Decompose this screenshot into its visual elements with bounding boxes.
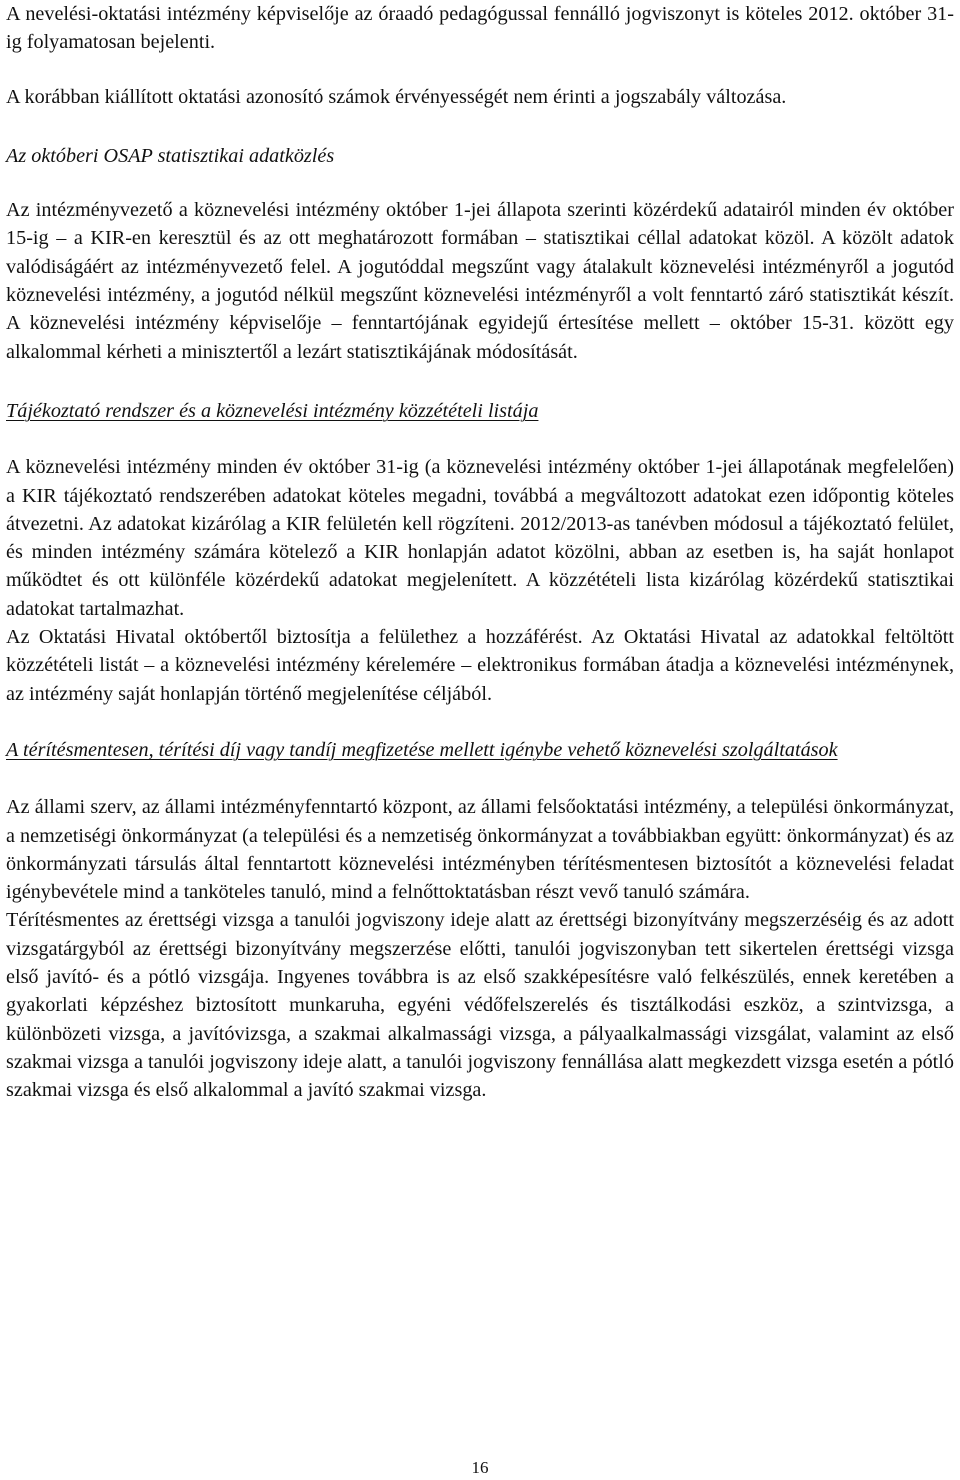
page-number: 16 [471, 1458, 489, 1477]
paragraph-id-numbers: A korábban kiállított oktatási azonosító számok érvényességét nem érinti a jogszabály változása. [6, 85, 787, 108]
paragraph-staff-reporting: A nevelési-oktatási intézmény képviselője az óraadó pedagógussal fennálló jogviszonyt is köteles 2012. október 31-ig folyamatosan bejelenti. [6, 3, 954, 54]
paragraph-osap: Az intézményvezető a köznevelési intézmény október 1-jei állapota szerinti közérdekű adatairól minden év október 15-ig – a KIR-en keresztül és az ott meghatározott formában – statisztikai céllal adatokat közöl. A közölt adatok valódiságáért az intézményvezető felel. A jogutóddal megszűnt vagy átalakult köznevelési intézményről a jogutód köznevelési intézmény, a jogutód nélkül megszűnt köznevelési intézményről a volt fenntartó záró statisztikát készít. A köznevelési intézmény képviselője – fenntartójának egyidejű értesítése mellett – október 15-31. között egy alkalommal kérheti a minisztertől a lezárt statisztikájának módosítását. [6, 199, 954, 363]
section-heading-services: A térítésmentesen, térítési díj vagy tandíj megfizetése mellett igénybe vehető köznevelési szolgáltatások [6, 738, 838, 761]
paragraph-oktatasi-hivatal: Az Oktatási Hivatal októbertől biztosítja a felülethez a hozzáférést. Az Oktatási Hivatal az adatokkal feltöltött közzétételi listát – a köznevelési intézmény kérelemére – elektronikus formában átadja a köznevelési intézménynek, az intézmény saját honlapján történő megjelenítése céljából. [6, 626, 954, 705]
paragraph-free-services: Az állami szerv, az állami intézményfenntartó központ, az állami felsőoktatási intézmény, a települési önkormányzat, a nemzetiségi önkormányzat (a települési és a nemzetiség önkormányzat a továbbiakban együtt: önkormányzat) és az önkormányzati társulás által fenntartott köznevelési intézményben térítésmentesen biztosítót a köznevelési feladat igénybevétele mind a tanköteles tanuló, mind a felnőttoktatásban részt vevő tanuló számára. [6, 796, 954, 904]
paragraph-free-exams: Térítésmentes az érettségi vizsga a tanulói jogviszony ideje alatt az érettségi bizonyítvány megszerzéséig és az adott vizsgatárgyból az érettségi bizonyítvány megszerzése előtti, tanulói jogviszonyban tett sikertelen érettségi vizsga első javító- és a pótló vizsgája. Ingyenes továbbra is az első szakképesítésre való felkészülés, ennek keretében a gyakorlati képzéshez biztosított munkaruha, egyéni védőfelszerelés és tisztálkodási eszköz, a szintvizsga, a különbözeti vizsga, a javítóvizsga, a szakmai alkalmassági vizsga, a pályaalkalmassági vizsgálat, valamint az első szakmai vizsga a tanulói jogviszony ideje alatt, a tanulói jogviszony fennállása alatt megkezdett vizsga esetén a pótló szakmai vizsga és első alkalommal a javító szakmai vizsga. [6, 909, 954, 1102]
section-heading-osap: Az októberi OSAP statisztikai adatközlés [6, 144, 335, 167]
document-page [6, 0, 954, 1105]
paragraph-kir: A köznevelési intézmény minden év október 31-ig (a köznevelési intézmény október 1-jei állapotának megfelelően) a KIR tájékoztató rendszerében adatokat köteles megadni, továbbá a megváltozott adatokat ezen időpontig köteles átvezetni. Az adatokat kizárólag a KIR felületén kell rögzíteni. 2012/2013-as tanévben módosul a tájékoztató felület, és minden intézmény számára kötelező a KIR honlapján adatot közölni, abban az esetben is, ha saját honlapot működtet és ott különféle közérdekű adatokat megjelenített. A közzétételi lista kizárólag közérdekű statisztikai adatokat tartalmazhat. [6, 456, 954, 620]
section-heading-kir: Tájékoztató rendszer és a köznevelési intézmény közzétételi listája [6, 399, 539, 422]
